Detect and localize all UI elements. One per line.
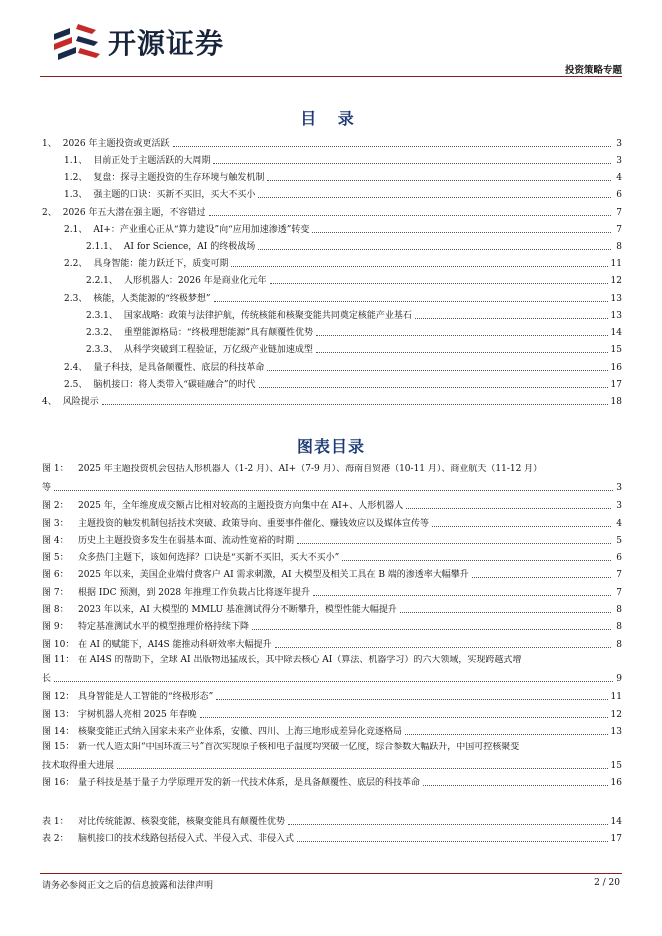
figure-item-number: 图 2： bbox=[42, 501, 69, 511]
leader-dots bbox=[400, 612, 611, 613]
footer-divider bbox=[40, 873, 622, 874]
figure-item-number: 图 10： bbox=[42, 640, 75, 650]
figure-item[interactable] bbox=[42, 586, 622, 599]
figure-item-page: 8 bbox=[616, 605, 622, 615]
toc-item-page: 15 bbox=[610, 345, 622, 355]
toc-item-text: AI for Science，AI 的终极战场 bbox=[123, 242, 256, 252]
toc-item-text: 目前正处于主题活跃的大周期 bbox=[93, 156, 211, 166]
table-item-number: 表 1： bbox=[42, 817, 69, 827]
figure-item-number: 图 13： bbox=[42, 710, 75, 720]
toc-item-text: 重塑能源格局：“终极理想能源”具有颠覆性优势 bbox=[123, 328, 314, 338]
toc-item-number: 2.2、 bbox=[64, 259, 88, 269]
toc-item-text: 人形机器人：2026 年是商业化元年 bbox=[123, 276, 267, 286]
toc-item-page: 14 bbox=[610, 328, 622, 338]
figure-item-number: 图 6： bbox=[42, 570, 69, 580]
toc-item-page: 11 bbox=[610, 259, 622, 269]
toc-item[interactable] bbox=[86, 326, 622, 339]
toc-item-page: 16 bbox=[610, 363, 622, 373]
toc-item-text: 风险提示 bbox=[62, 397, 99, 407]
figure-item-text: 具身智能是人工智能的“终极形态” bbox=[78, 692, 214, 702]
figure-item-number: 图 15： bbox=[42, 742, 75, 752]
toc-item[interactable] bbox=[64, 292, 622, 305]
toc-item-number: 2.4、 bbox=[64, 363, 88, 373]
leader-dots bbox=[173, 146, 611, 147]
page-number: 2 / 20 bbox=[594, 878, 620, 888]
figure-item-number: 图 3： bbox=[42, 519, 69, 529]
toc-item-page: 3 bbox=[616, 139, 622, 149]
figure-item[interactable] bbox=[42, 725, 622, 738]
figure-item-number: 图 1： bbox=[42, 464, 69, 474]
toc-item-page: 7 bbox=[616, 225, 622, 235]
toc-item[interactable] bbox=[64, 257, 622, 270]
figure-item[interactable] bbox=[42, 638, 622, 651]
toc-item-text: 强主题的口诀：买新不买旧，买大不买小 bbox=[93, 190, 256, 200]
toc-item[interactable] bbox=[86, 309, 622, 322]
toc-item-number: 2.2.1、 bbox=[86, 276, 118, 286]
figures-title: 图表目录 bbox=[296, 437, 365, 456]
leader-dots bbox=[297, 841, 608, 842]
figure-item-number: 图 11： bbox=[42, 655, 75, 665]
toc-item-text: AI+：产业重心正从“算力建设”向“应用加速渗透”转变 bbox=[93, 225, 310, 235]
figure-item-text: 量子科技是基于量子力学原理开发的新一代技术体系，是具备颠覆性、底层的科技革命 bbox=[78, 778, 421, 788]
toc-item-number: 1.3、 bbox=[64, 190, 88, 200]
leader-dots bbox=[297, 543, 611, 544]
figure-item-text: 核聚变能正式纳入国家未来产业体系，安徽、四川、上海三地形成差异化竞逐格局 bbox=[78, 727, 403, 737]
toc-item[interactable] bbox=[64, 223, 622, 236]
figure-item[interactable] bbox=[42, 534, 622, 547]
figure-item-page: 3 bbox=[616, 483, 622, 493]
leader-dots bbox=[252, 629, 611, 630]
figure-item-page: 16 bbox=[610, 778, 622, 788]
toc-item[interactable] bbox=[42, 137, 622, 150]
toc-item-page: 13 bbox=[610, 311, 622, 321]
figure-item-text-continued: 等 bbox=[42, 483, 52, 493]
figure-item-text: 众多热门主题下，该如何选择？口诀是“买新不买旧，买大不买小” bbox=[78, 553, 340, 563]
toc-item-text: 量子科技，是具备颠覆性、底层的科技革命 bbox=[93, 363, 265, 373]
toc-item-text: 从科学突破到工程验证，万亿级产业链加速成型 bbox=[123, 345, 313, 355]
toc-item-page: 3 bbox=[616, 156, 622, 166]
figure-item-page: 3 bbox=[616, 501, 622, 511]
figure-item-number: 图 14： bbox=[42, 727, 75, 737]
figure-item[interactable] bbox=[42, 464, 622, 477]
figure-item-number: 图 4： bbox=[42, 536, 69, 546]
leader-dots bbox=[415, 318, 608, 319]
figure-item[interactable] bbox=[42, 603, 622, 616]
figure-item-page: 11 bbox=[610, 692, 622, 702]
leader-dots bbox=[214, 301, 608, 302]
kaiyuan-logo-icon bbox=[48, 20, 104, 64]
figure-item[interactable] bbox=[42, 568, 622, 581]
toc-item-number: 2.1.1、 bbox=[86, 242, 118, 252]
figure-item[interactable] bbox=[42, 655, 622, 668]
toc-item[interactable] bbox=[86, 343, 622, 356]
figure-item-text: 2025 年以来，美国企业端付费客户 AI 需求刺激，AI 大模型及相关工具在 B 端的渗透率大幅攀升 bbox=[78, 570, 469, 580]
figure-item[interactable] bbox=[42, 690, 622, 703]
table-item[interactable] bbox=[42, 815, 622, 828]
figure-item-text: 历史上主题投资多发生在弱基本面、流动性宽裕的时期 bbox=[78, 536, 295, 546]
company-name: 开源证券 bbox=[108, 27, 225, 60]
toc-item-text: 2026 年五大潜在强主题，不容错过 bbox=[62, 208, 206, 218]
toc-item-number: 2.3、 bbox=[64, 294, 88, 304]
leader-dots bbox=[288, 824, 608, 825]
toc-item-page: 13 bbox=[610, 294, 622, 304]
table-item-page: 14 bbox=[610, 817, 622, 827]
figure-item[interactable] bbox=[42, 620, 622, 633]
figure-item-number: 图 8： bbox=[42, 605, 69, 615]
leader-dots bbox=[259, 387, 608, 388]
toc-item-text: 2026 年主题投资或更活跃 bbox=[62, 139, 170, 149]
leader-dots bbox=[200, 717, 608, 718]
figure-item[interactable] bbox=[42, 499, 622, 512]
toc-item-page: 12 bbox=[610, 276, 622, 286]
leader-dots bbox=[316, 352, 608, 353]
figure-item-number: 图 16： bbox=[42, 778, 75, 788]
toc-item-page: 18 bbox=[610, 397, 622, 407]
figure-item-page: 5 bbox=[616, 536, 622, 546]
figure-item-number: 图 9： bbox=[42, 622, 69, 632]
leader-dots bbox=[405, 734, 608, 735]
figure-item-text: 根据 IDC 预测，到 2028 年推理工作负载占比将逐年提升 bbox=[78, 588, 311, 598]
figure-item-page: 7 bbox=[616, 570, 622, 580]
figure-item-text: 宇树机器人亮相 2025 年春晚 bbox=[78, 710, 197, 720]
leader-dots bbox=[54, 490, 613, 491]
toc-item-text: 具身智能：能力跃迁下，质变可期 bbox=[93, 259, 229, 269]
leader-dots bbox=[258, 249, 611, 250]
leader-dots bbox=[231, 266, 607, 267]
toc-item-page: 7 bbox=[616, 208, 622, 218]
leader-dots bbox=[258, 197, 611, 198]
leader-dots bbox=[313, 595, 611, 596]
leader-dots bbox=[213, 163, 611, 164]
toc-item-number: 2.5、 bbox=[64, 380, 88, 390]
figure-item-text: 在 AI 的赋能下，AI4S 能推动科研效率大幅提升 bbox=[78, 640, 272, 650]
figure-item-page: 15 bbox=[610, 761, 622, 771]
toc-item-text: 复盘：探寻主题投资的生存环境与触发机制 bbox=[93, 173, 265, 183]
leader-dots bbox=[316, 335, 607, 336]
toc-item[interactable] bbox=[64, 171, 622, 184]
toc-item[interactable] bbox=[64, 378, 622, 391]
footer-disclaimer: 请务必参阅正文之后的信息披露和法律声明 bbox=[42, 881, 214, 891]
toc-item-number: 2.3.1、 bbox=[86, 311, 118, 321]
figure-item-text-continued: 技术取得重大进展 bbox=[42, 761, 115, 771]
leader-dots bbox=[102, 404, 608, 405]
figure-item[interactable] bbox=[42, 742, 622, 755]
company-logo bbox=[48, 20, 224, 64]
leader-dots bbox=[472, 577, 611, 578]
leader-dots bbox=[209, 215, 611, 216]
toc-item[interactable] bbox=[42, 206, 622, 219]
figure-item-continued[interactable] bbox=[42, 672, 622, 685]
figure-item-continued[interactable] bbox=[42, 759, 622, 772]
toc-item-text: 核能，人类能源的“终极梦想” bbox=[93, 294, 211, 304]
figure-item-page: 7 bbox=[616, 588, 622, 598]
figure-item-number: 图 7： bbox=[42, 588, 69, 598]
toc-item-page: 17 bbox=[610, 380, 622, 390]
figure-item-text: 主题投资的触发机制包括技术突破、政策导向、重要事件催化、赚钱效应以及媒体宣传等 bbox=[78, 519, 430, 529]
leader-dots bbox=[270, 283, 608, 284]
figure-item-page: 4 bbox=[616, 519, 622, 529]
figure-item[interactable] bbox=[42, 517, 622, 530]
figure-item[interactable] bbox=[42, 551, 622, 564]
toc-item-number: 2、 bbox=[42, 208, 57, 218]
figure-item-text: 2023 年以来，AI 大模型的 MMLU 基准测试得分不断攀升，模型性能大幅提升 bbox=[78, 605, 397, 615]
table-item-text: 脑机接口的技术线路包括侵入式、半侵入式、非侵入式 bbox=[78, 834, 295, 844]
toc-item-number: 1.1、 bbox=[64, 156, 88, 166]
toc-item-number: 2.1、 bbox=[64, 225, 88, 235]
report-category: 投资策略专题 bbox=[564, 65, 622, 76]
page-header bbox=[40, 18, 622, 76]
figure-item-number: 图 5： bbox=[42, 553, 69, 563]
table-item-page: 17 bbox=[610, 834, 622, 844]
figure-item-page: 8 bbox=[616, 622, 622, 632]
figure-item-text-continued: 长 bbox=[42, 674, 52, 684]
leader-dots bbox=[406, 508, 611, 509]
leader-dots bbox=[342, 560, 611, 561]
toc-item[interactable] bbox=[86, 274, 622, 287]
figure-item-page: 8 bbox=[616, 640, 622, 650]
table-item-number: 表 2： bbox=[42, 834, 69, 844]
figure-item-page: 12 bbox=[610, 710, 622, 720]
leader-dots bbox=[117, 768, 608, 769]
table-item[interactable] bbox=[42, 832, 622, 845]
toc-item-text: 脑机接口：将人类带入“碳硅融合”的时代 bbox=[93, 380, 256, 390]
leader-dots bbox=[432, 526, 611, 527]
figure-item-continued[interactable] bbox=[42, 481, 622, 494]
toc-item-number: 4、 bbox=[42, 397, 57, 407]
toc-item[interactable] bbox=[64, 188, 622, 201]
leader-dots bbox=[54, 681, 613, 682]
toc-item-page: 6 bbox=[616, 190, 622, 200]
figure-item-page: 9 bbox=[616, 674, 622, 684]
figure-item-text: 2025 年，全年维度成交额占比相对较高的主题投资方向集中在 AI+、人形机器人 bbox=[78, 501, 404, 511]
toc-item-number: 2.3.3、 bbox=[86, 345, 118, 355]
figure-item-page: 13 bbox=[610, 727, 622, 737]
leader-dots bbox=[267, 180, 611, 181]
toc-item-number: 1.2、 bbox=[64, 173, 88, 183]
leader-dots bbox=[423, 785, 608, 786]
figure-item-page: 6 bbox=[616, 553, 622, 563]
figure-item-number: 图 12： bbox=[42, 692, 75, 702]
leader-dots bbox=[216, 699, 607, 700]
toc-item-number: 2.3.2、 bbox=[86, 328, 118, 338]
leader-dots bbox=[312, 232, 611, 233]
header-divider bbox=[40, 76, 622, 77]
toc-item[interactable] bbox=[64, 361, 622, 374]
toc-item-number: 1、 bbox=[42, 139, 57, 149]
toc-title: 目 录 bbox=[300, 109, 362, 128]
toc-item-page: 4 bbox=[616, 173, 622, 183]
figure-item-text: 2025 年主题投资机会包括人形机器人（1-2 月）、AI+（7-9 月）、海南自贸港（10-11 月）、商业航天（11-12 月） bbox=[78, 464, 543, 474]
toc-item-page: 8 bbox=[616, 242, 622, 252]
leader-dots bbox=[275, 647, 611, 648]
figure-item-text: 新一代人造太阳“中国环流三号”首次实现原子核和电子温度均突破一亿度，综合参数大幅跃升，中国可控核聚变 bbox=[78, 742, 520, 752]
figure-item[interactable] bbox=[42, 708, 622, 721]
toc-item-text: 国家战略：政策与法律护航，传统核能和核聚变能共同奠定核能产业基石 bbox=[123, 311, 412, 321]
figure-item-text: 在 AI4S 的帮助下，全球 AI 出版物迅猛成长，其中除去核心 AI（算法、机器学习）的六大领域，实现跨越式增 bbox=[78, 655, 522, 665]
figure-item[interactable] bbox=[42, 776, 622, 789]
toc-item[interactable] bbox=[86, 240, 622, 253]
figure-item-text: 特定基准测试水平的模型推理价格持续下降 bbox=[78, 622, 250, 632]
leader-dots bbox=[267, 370, 607, 371]
toc-item[interactable] bbox=[64, 154, 622, 167]
table-item-text: 对比传统能源、核裂变能，核聚变能具有颠覆性优势 bbox=[78, 817, 286, 827]
toc-item[interactable] bbox=[42, 395, 622, 408]
